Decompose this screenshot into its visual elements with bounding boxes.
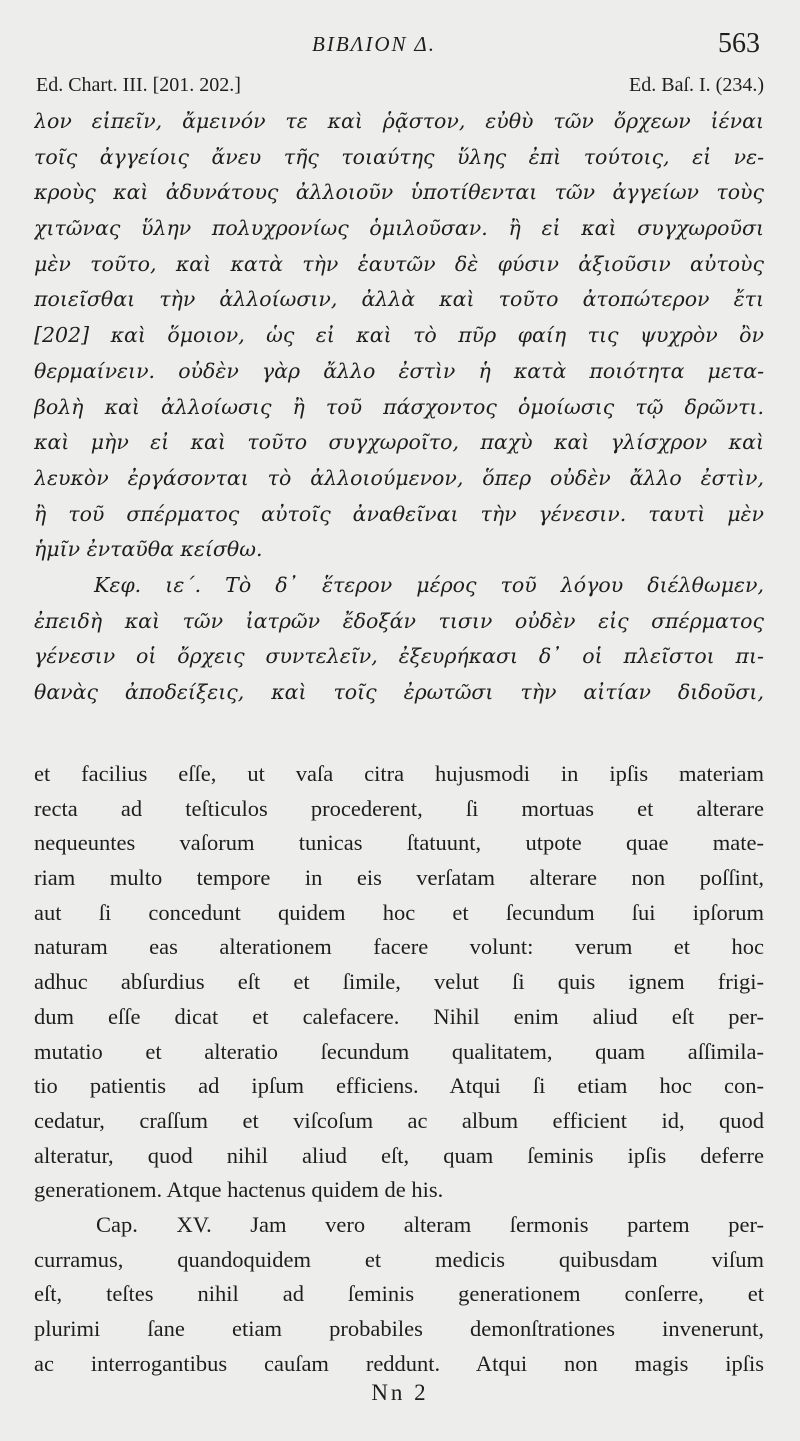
latin-line: ac interrogantibus cauſam reddunt. Atqui non magis ipſis	[34, 1350, 764, 1376]
edition-reference-chartier: Ed. Chart. III. [201. 202.]	[36, 74, 241, 96]
latin-line: nequeuntes vaſorum tunicas ſtatuunt, utpote quae mate-	[34, 830, 764, 856]
latin-line: tio patientis ad ipſum efficiens. Atqui ſi etiam hoc con-	[34, 1073, 764, 1099]
latin-line: dum eſſe dicat et calefacere. Nihil enim aliud eſt per-	[34, 1003, 764, 1029]
latin-line: riam multo tempore in eis verſatam alterare non poſſint,	[34, 865, 764, 891]
latin-line: mutatio et alteratio ſecundum qualitatem, quam aſſimila-	[34, 1038, 764, 1064]
greek-line: καὶ μὴν εἰ καὶ τοῦτο συγχωροῖτο, παχὺ καὶ γλίσχρον καὶ	[34, 430, 764, 455]
greek-chapter-heading-line: Κεφ. ιε΄. Τὸ δ᾽ ἕτερον μέρος τοῦ λόγου διέλθωμεν,	[94, 572, 764, 597]
greek-line: λευκὸν ἐργάσονται τὸ ἀλλοιούμενον, ὅπερ οὐδὲν ἄλλο ἐστὶν,	[34, 465, 764, 490]
running-head-title: ΒΙΒΛΙΟΝ Δ.	[312, 32, 436, 56]
greek-line: γένεσιν οἱ ὄρχεις συντελεῖν, ἐξευρήκασι δ᾽ οἱ πλεῖστοι πι-	[34, 644, 764, 669]
greek-line: βολὴ καὶ ἀλλοίωσις ἢ τοῦ πάσχοντος ὁμοίωσις τῷ δρῶντι.	[34, 394, 764, 419]
greek-line: τοῖς ἀγγείοις ἄνευ τῆς τοιαύτης ὕλης ἐπὶ τούτοις, εἰ νε-	[34, 144, 764, 169]
signature-mark: Nn 2	[371, 1380, 429, 1405]
greek-line: θανὰς ἀποδείξεις, καὶ τοῖς ἐρωτῶσι τὴν αἰτίαν διδοῦσι,	[34, 680, 764, 704]
greek-line: λον εἰπεῖν, ἄμεινόν τε καὶ ῥᾷστον, εὐθὺ τῶν ὄρχεων ἰέναι	[34, 109, 764, 133]
running-head	[0, 28, 800, 64]
latin-line: naturam eas alterationem facere volunt: verum et hoc	[34, 934, 764, 960]
latin-chapter-heading-line: Cap. XV. Jam vero alteram ſermonis partem per-	[96, 1211, 764, 1237]
latin-line: cedatur, craſſum et viſcoſum ac album efficient id, quod	[34, 1107, 764, 1133]
greek-line: [202] καὶ ὅμοιον, ὡς εἰ καὶ τὸ πῦρ φαίη τις ψυχρὸν ὂν	[34, 323, 764, 348]
greek-line: ποιεῖσθαι τὴν ἀλλοίωσιν, ἀλλὰ καὶ τοῦτο ἀτοπώτερον ἔτι	[34, 287, 764, 312]
greek-line: ἐπειδὴ καὶ τῶν ἰατρῶν ἔδοξάν τισιν οὐδὲν εἰς σπέρματος	[34, 608, 764, 633]
greek-line: ἢ τοῦ σπέρματος αὐτοῖς ἀναθεῖναι τὴν γένεσιν. ταυτὶ μὲν	[34, 501, 764, 526]
latin-line: alteratur, quod nihil aliud eſt, quam ſeminis ipſis deferre	[34, 1142, 764, 1168]
latin-text-block	[34, 757, 764, 1381]
latin-line: plurimi ſane etiam probabiles demonſtrationes invenerunt,	[34, 1316, 764, 1341]
latin-line: et facilius eſſe, ut vaſa citra hujusmodi in ipſis materiam	[34, 761, 764, 786]
page-number: 563	[718, 28, 760, 59]
latin-line: aut ſi concedunt quidem hoc et ſecundum ſui ipſorum	[34, 899, 764, 925]
latin-line: recta ad teſticulos procederent, ſi mortuas et alterare	[34, 795, 764, 821]
latin-line: generationem. Atque hactenus quidem de his.	[34, 1177, 444, 1203]
greek-text-block	[34, 104, 764, 711]
greek-line: κροὺς καὶ ἀδυνάτους ἀλλοιοῦν ὑποτίθενται τῶν ἀγγείων τοὺς	[34, 180, 764, 205]
greek-line: μὲν τοῦτο, καὶ κατὰ τὴν ἑαυτῶν δὲ φύσιν ἀξιοῦσιν αὐτοὺς	[34, 251, 764, 276]
greek-line: χιτῶνας ὕλην πολυχρονίως ὁμιλοῦσαν. ἢ εἰ καὶ συγχωροῦσι	[34, 216, 764, 241]
edition-reference-basel: Ed. Baſ. I. (234.)	[629, 74, 764, 96]
latin-line: curramus, quandoquidem et medicis quibusdam viſum	[34, 1246, 764, 1272]
edition-reference-line	[36, 74, 764, 102]
latin-line: adhuc abſurdius eſt et ſimile, velut ſi quis ignem frigi-	[34, 969, 764, 995]
latin-line: eſt, teſtes nihil ad ſeminis generationem conſerre, et	[34, 1281, 764, 1307]
greek-line: θερμαίνειν. οὐδὲν γὰρ ἄλλο ἐστὶν ἡ κατὰ ποιότητα μετα-	[34, 358, 764, 383]
greek-line: ἡμῖν ἐνταῦθα κείσθω.	[34, 537, 263, 562]
